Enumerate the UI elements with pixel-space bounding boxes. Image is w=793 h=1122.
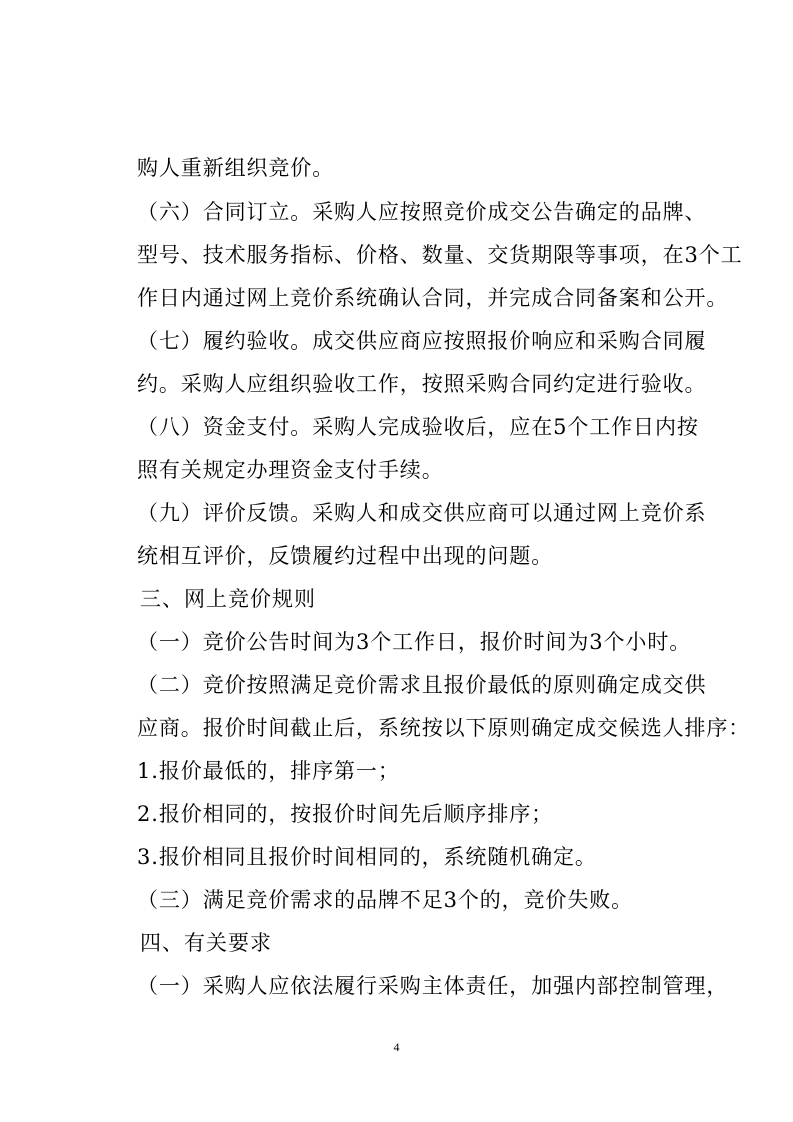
section-heading: 三、网上竞价规则 [140,587,316,611]
paragraph-line: （一）竞价公告时间为3个工作日，报价时间为3个小时。 [137,630,692,654]
paragraph-line: （七）履约验收。成交供应商应按照报价响应和采购合同履 [137,329,707,353]
paragraph-line: 型号、技术服务指标、价格、数量、交货期限等事项，在3个工 [137,243,743,267]
paragraph-line: （六）合同订立。采购人应按照竞价成交公告确定的品牌、 [137,200,707,224]
paragraph-line: 作日内通过网上竞价系统确认合同，并完成合同备案和公开。 [137,286,729,310]
paragraph-line: （二）竞价按照满足竞价需求且报价最低的原则确定成交供 [137,673,707,697]
paragraph-line: 照有关规定办理资金支付手续。 [137,458,444,482]
paragraph-line: 购人重新组织竞价。 [137,156,335,180]
page-number: 4 [393,1040,400,1054]
list-item: 3.报价相同且报价时间相同的，系统随机确定。 [137,845,597,869]
paragraph-line: 应商。报价时间截止后，系统按以下原则确定成交候选人排序： [137,716,751,740]
paragraph-line: （三）满足竞价需求的品牌不足3个的，竞价失败。 [137,888,634,912]
paragraph-line: （一）采购人应依法履行采购主体责任，加强内部控制管理， [137,974,729,998]
paragraph-line: 约。采购人应组织验收工作，按照采购合同约定进行验收。 [137,372,707,396]
paragraph-line: 统相互评价，反馈履约过程中出现的问题。 [137,544,554,568]
list-item: 1.报价最低的，排序第一； [137,759,400,783]
paragraph-line: （九）评价反馈。采购人和成交供应商可以通过网上竞价系 [137,501,707,525]
section-heading: 四、有关要求 [140,931,272,955]
list-item: 2.报价相同的，按报价时间先后顺序排序； [137,802,554,826]
paragraph-line: （八）资金支付。采购人完成验收后，应在5个工作日内按 [137,415,699,439]
